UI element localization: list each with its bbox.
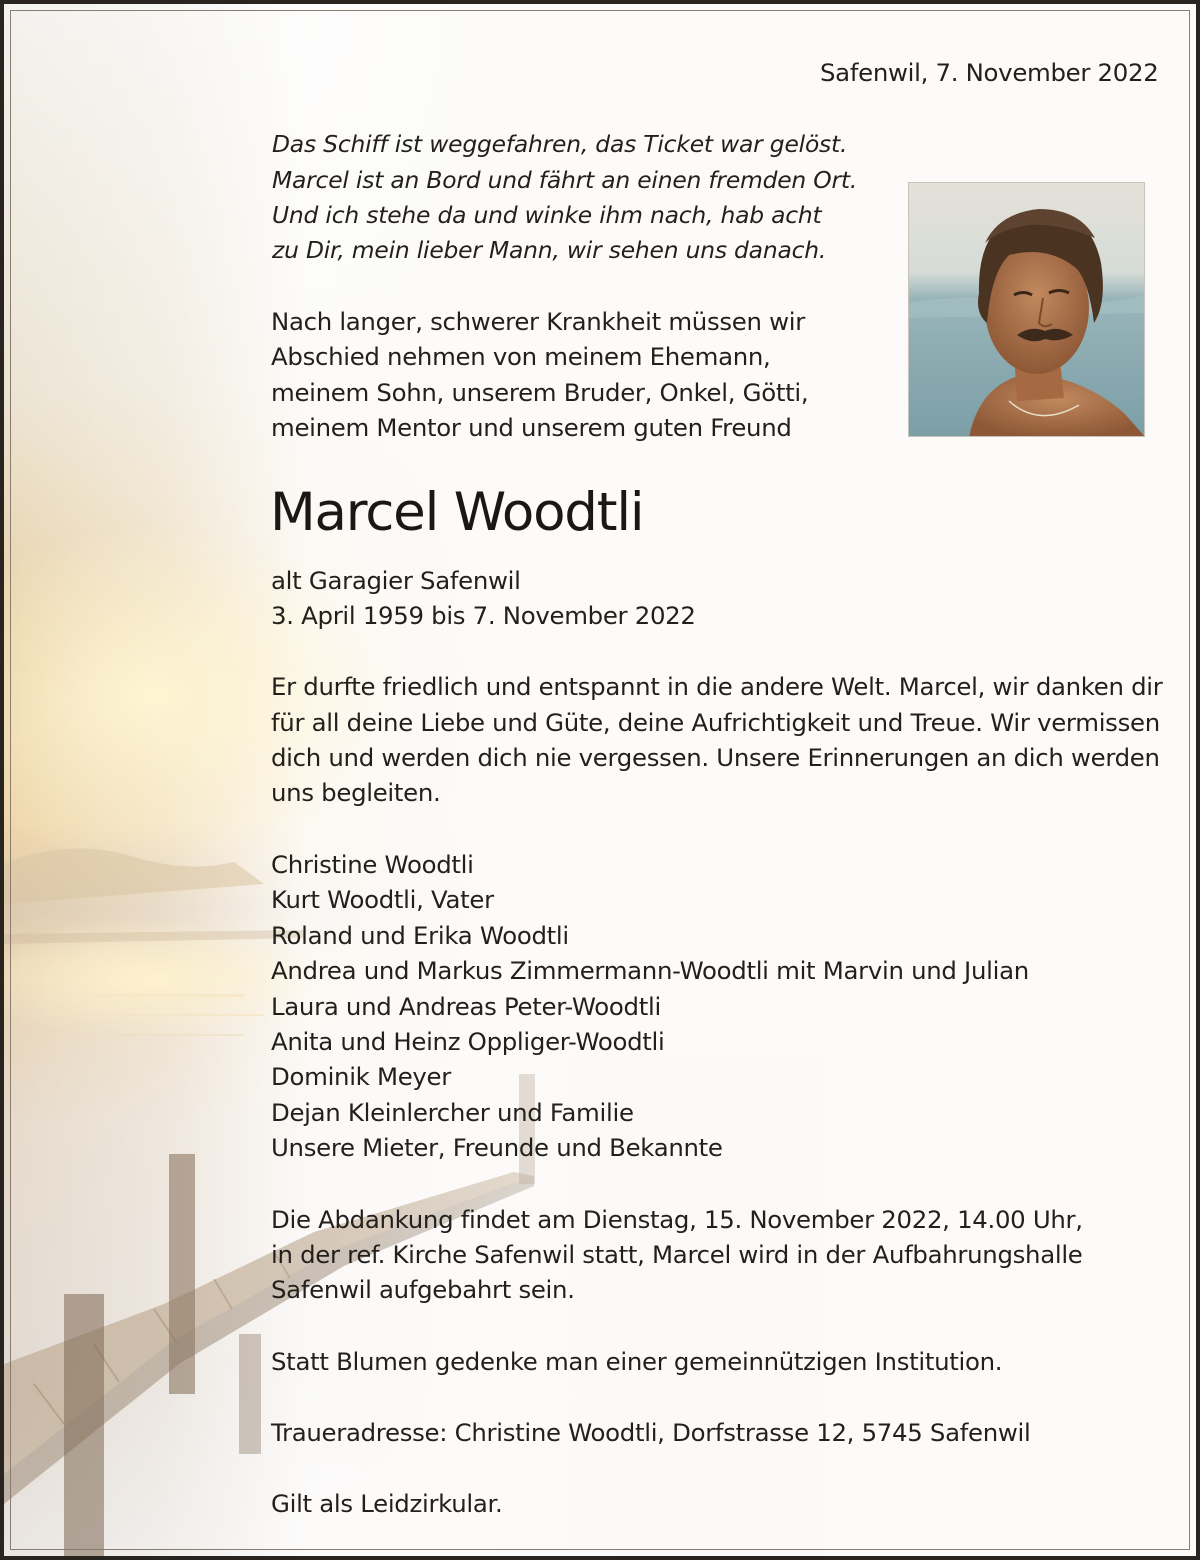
mourner-name: Laura und Andreas Peter-Woodtli — [271, 992, 661, 1021]
mourner-name: Anita und Heinz Oppliger-Woodtli — [271, 1027, 665, 1056]
ceremony-line: Safenwil aufgebahrt sein. — [271, 1275, 575, 1304]
portrait-photo — [908, 182, 1145, 437]
intro-line: meinem Sohn, unserem Bruder, Onkel, Götti, — [271, 378, 809, 407]
deceased-name: Marcel Woodtli — [270, 482, 644, 543]
ceremony-line: in der ref. Kirche Safenwil statt, Marcel wird in der Aufbahrungshalle — [271, 1240, 1083, 1269]
tribute-line: Er durfte friedlich und entspannt in die andere Welt. Marcel, wir danken dir — [271, 672, 1163, 701]
intro-line: Nach langer, schwerer Krankheit müssen wir — [271, 307, 805, 336]
tribute-line: dich und werden dich nie vergessen. Unsere Erinnerungen an dich werden — [271, 743, 1160, 772]
mourner-name: Kurt Woodtli, Vater — [271, 885, 494, 914]
occupation: alt Garagier Safenwil — [271, 566, 521, 595]
intro-line: meinem Mentor und unserem guten Freund — [271, 413, 792, 442]
mourner-name: Dejan Kleinlercher und Familie — [271, 1098, 634, 1127]
mourner-name: Andrea und Markus Zimmermann-Woodtli mit Marvin und Julian — [271, 956, 1029, 985]
donation-note: Statt Blumen gedenke man einer gemeinnützigen Institution. — [271, 1347, 1003, 1376]
tribute-line: uns begleiten. — [271, 778, 441, 807]
ceremony-line: Die Abdankung findet am Dienstag, 15. November 2022, 14.00 Uhr, — [271, 1205, 1083, 1234]
place-and-date: Safenwil, 7. November 2022 — [820, 58, 1159, 87]
mourning-address: Traueradresse: Christine Woodtli, Dorfstrasse 12, 5745 Safenwil — [271, 1418, 1031, 1447]
circular-note: Gilt als Leidzirkular. — [271, 1489, 503, 1518]
mourner-name: Dominik Meyer — [271, 1062, 451, 1091]
mourner-name: Christine Woodtli — [271, 850, 474, 879]
poem-line: Marcel ist an Bord und fährt an einen fremden Ort. — [272, 166, 858, 194]
tribute-line: für all deine Liebe und Güte, deine Aufrichtigkeit und Treue. Wir vermissen — [271, 708, 1160, 737]
poem-line: Und ich stehe da und winke ihm nach, hab acht — [272, 201, 822, 229]
life-dates: 3. April 1959 bis 7. November 2022 — [271, 601, 696, 630]
mourner-name: Roland und Erika Woodtli — [271, 921, 569, 950]
mourner-name: Unsere Mieter, Freunde und Bekannte — [271, 1133, 723, 1162]
intro-line: Abschied nehmen von meinem Ehemann, — [271, 342, 771, 371]
poem-line: Das Schiff ist weggefahren, das Ticket war gelöst. — [272, 130, 848, 158]
poem-line: zu Dir, mein lieber Mann, wir sehen uns danach. — [272, 236, 827, 264]
